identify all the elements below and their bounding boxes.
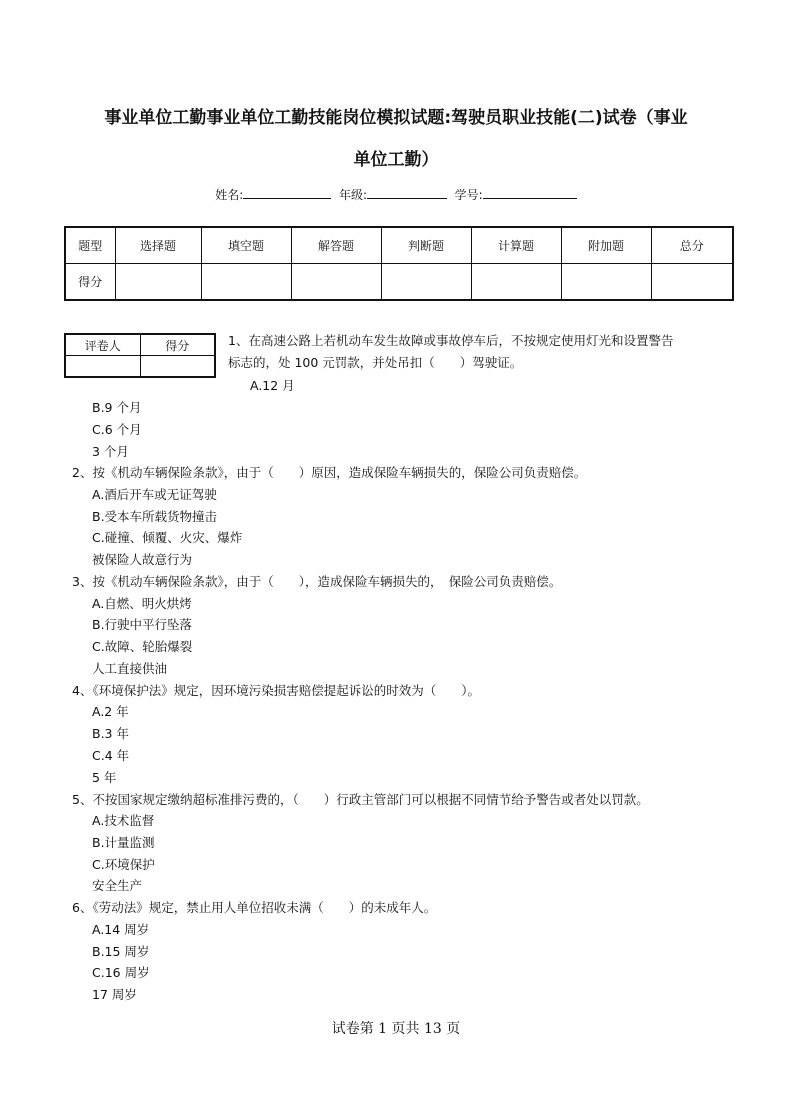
score-header-cell: 计算题: [471, 227, 561, 264]
question-5-option-d: 安全生产: [92, 878, 143, 893]
score-blank-cell: [381, 264, 471, 301]
question-2-option-a: A.酒后开车或无证驾驶: [92, 487, 217, 502]
score-row-label: 得分: [65, 264, 115, 301]
score-table: [64, 226, 734, 301]
question-1-option-c: C.6 个月: [92, 422, 142, 437]
question-4-text: 4、《环境保护法》规定，因环境污染损害赔偿提起诉讼的时效为（ ）。: [72, 683, 480, 698]
question-2-option-c: C.碰撞、倾覆、火灾、爆炸: [92, 530, 243, 545]
score-blank-cell: [201, 264, 291, 301]
grader-blank-cell: [65, 356, 140, 378]
student-id-blank: [483, 186, 577, 199]
student-info-row: [0, 186, 792, 203]
question-1-option-a: A.12 月: [250, 378, 295, 393]
question-3-option-b: B.行驶中平行坠落: [92, 617, 193, 632]
question-2-option-b: B.受本车所载货物撞击: [92, 509, 218, 524]
question-3-option-a: A.自燃、明火烘烤: [92, 596, 192, 611]
question-2-option-d: 被保险人故意行为: [92, 552, 193, 567]
score-header-cell: 总分: [651, 227, 733, 264]
score-blank-cell: [471, 264, 561, 301]
question-6-text: 6、《劳动法》规定，禁止用人单位招收未满（ ）的未成年人。: [72, 900, 437, 915]
score-header-cell: 判断题: [381, 227, 471, 264]
score-blank-cell: [115, 264, 201, 301]
score-blank-cell: [561, 264, 651, 301]
question-4-option-b: B.3 年: [92, 726, 129, 741]
score-header-cell: 选择题: [115, 227, 201, 264]
score-header-cell: 附加题: [561, 227, 651, 264]
question-5-option-b: B.计量监测: [92, 835, 155, 850]
question-1-option-d: 3 个月: [92, 444, 129, 459]
grader-score-header-cell: 得分: [140, 334, 215, 356]
question-5-text: 5、不按国家规定缴纳超标准排污费的，（ ）行政主管部门可以根据不同情节给予警告或者处以罚款。: [72, 792, 649, 807]
question-1-option-b: B.9 个月: [92, 400, 142, 415]
score-blank-cell: [291, 264, 381, 301]
grader-header-cell: 评卷人: [65, 334, 140, 356]
question-2-text: 2、按《机动车辆保险条款》，由于（ ）原因，造成保险车辆损失的，保险公司负责赔偿。: [72, 465, 587, 480]
question-6-option-a: A.14 周岁: [92, 922, 150, 937]
score-table-score-row: [65, 264, 733, 301]
name-label: 姓名:: [215, 188, 244, 202]
question-6-option-c: C.16 周岁: [92, 965, 150, 980]
question-6-option-d: 17 周岁: [92, 987, 137, 1002]
question-3-text: 3、按《机动车辆保险条款》，由于（ ），造成保险车辆损失的， 保险公司负责赔偿。: [72, 574, 562, 589]
score-header-cell: 题型: [65, 227, 115, 264]
score-header-cell: 填空题: [201, 227, 291, 264]
grader-blank-cell: [140, 356, 215, 378]
grade-label: 年级:: [338, 188, 368, 202]
question-1-line-2: 标志的，处 100 元罚款，并处吊扣（ ）驾驶证。: [228, 355, 523, 370]
score-table-header-row: [65, 227, 733, 264]
grader-table: [64, 333, 216, 378]
question-5-option-c: C.环境保护: [92, 857, 155, 872]
question-6-option-b: B.15 周岁: [92, 944, 150, 959]
question-3-option-d: 人工直接供油: [92, 661, 168, 676]
question-4-option-d: 5 年: [92, 770, 117, 785]
grade-blank: [367, 186, 447, 199]
page-footer: 试卷第 1 页共 13 页: [331, 1021, 461, 1037]
question-3-option-c: C.故障、轮胎爆裂: [92, 639, 193, 654]
question-5-option-a: A.技术监督: [92, 813, 155, 828]
question-4-option-a: A.2 年: [92, 704, 129, 719]
score-header-cell: 解答题: [291, 227, 381, 264]
exam-title-line-1: 事业单位工勤事业单位工勤技能岗位模拟试题:驾驶员职业技能(二)试卷（事业: [104, 108, 688, 128]
student-id-label: 学号:: [454, 188, 483, 202]
exam-title-line-2: 单位工勤）: [353, 150, 439, 170]
question-1-line-1: 1、在高速公路上若机动车发生故障或事故停车后，不按规定使用灯光和设置警告: [228, 333, 674, 348]
score-blank-cell: [651, 264, 733, 301]
question-4-option-c: C.4 年: [92, 748, 130, 763]
name-blank: [243, 186, 331, 199]
